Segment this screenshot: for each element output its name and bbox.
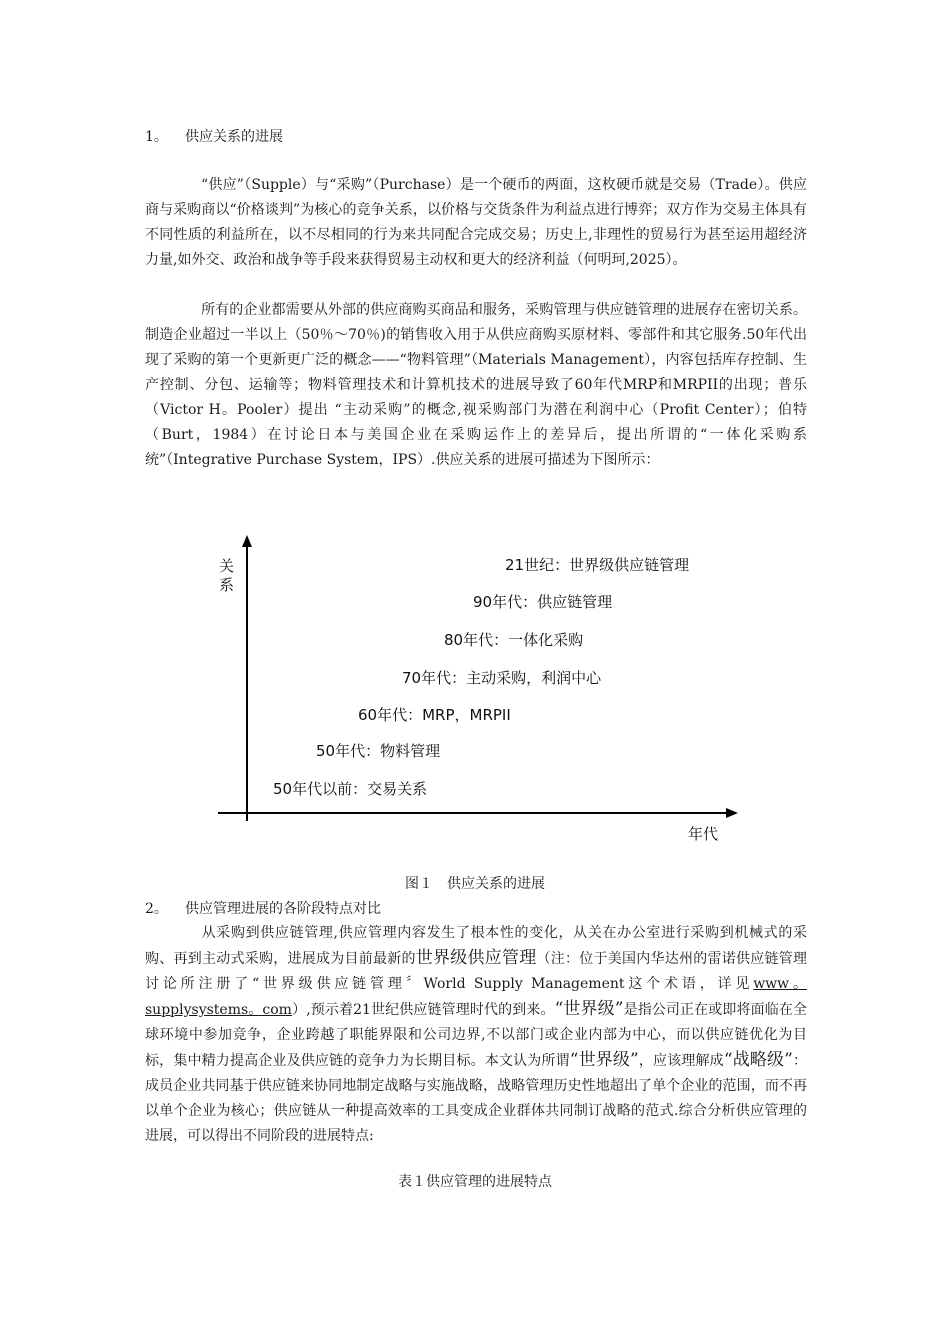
y-axis-label-char-1: 关 bbox=[219, 557, 235, 575]
x-axis-label: 年代 bbox=[688, 825, 719, 843]
paragraph-2-text: 所有的企业都需要从外部的供应商购买商品和服务，采购管理与供应链管理的进展存在密切关系。制造企业超过一半以上（50％～70％)的销售收入用于从供应商购买原材料、零部件和其它服务.50年代出现了采购的第一个更新更广泛的概念——“物料管理”（Materials Management），内容包括库存控制、生产控制、分包、运输等；物料管理技术和计算机技术的进展导致了60年代MRP和MRPII的出现；普乐（Victor H。Pooler）提出 “主动采购”的概念,视采购部门为潜在利润中心（Profit Center）；伯特（Burt，1984）在讨论日本与美国企业在采购运作上的差异后，提出所谓的“一体化采购系统”（Integrative Purchase System，IPS）.供应关系的进展可描述为下图所示： bbox=[145, 302, 807, 468]
paragraph-3 bbox=[145, 921, 807, 1149]
section-1-number: 1。 bbox=[145, 129, 168, 145]
paragraph-3-emphasis-2: “世界级” bbox=[554, 999, 624, 1019]
stage-label-50s: 50年代：物料管理 bbox=[316, 742, 441, 760]
paragraph-3-text-2: （注：位于美国内华达州的雷诺供应链管理讨论所注册了“世界级供应链管理〞World Supply Management这个术语，详见 bbox=[145, 951, 807, 992]
stage-label-70s: 70年代：主动采购，利润中心 bbox=[402, 669, 602, 687]
paragraph-3-text-6: ：成员企业共同基于供应链来协同地制定战略与实施战略，战略管理历史性地超出了单个企业的范围，而不再以单个企业为核心；供应链从一种提高效率的工具变成企业群体共同制订战略的范式.综合分析供应管理的进展，可以得出不同阶段的进展特点: bbox=[145, 1053, 808, 1144]
figure-1-chart bbox=[185, 521, 770, 851]
paragraph-1-text: “供应”（Supple）与“采购”（Purchase）是一个硬币的两面，这枚硬币就是交易（Trade）。供应商与采购商以“价格谈判”为核心的竞争关系，以价格与交货条件为利益点进行博弈；双方作为交易主体具有不同性质的利益所在，以不尽相同的行为来共同配合完成交易；历史上,非理性的贸易行为甚至运用超经济力量,如外交、政治和战争等手段来获得贸易主动权和更大的经济利益（何明珂,2025）。 bbox=[145, 177, 807, 268]
y-axis-arrow bbox=[242, 535, 252, 547]
paragraph-1 bbox=[145, 173, 807, 273]
section-1-heading bbox=[145, 127, 283, 147]
paragraph-3-emphasis-3: “世界级” bbox=[569, 1050, 639, 1070]
supplysystems-link[interactable]: www。supplysystems。com bbox=[145, 976, 807, 1018]
section-1-title: 供应关系的进展 bbox=[185, 129, 283, 145]
section-2-title: 供应管理进展的各阶段特点对比 bbox=[185, 901, 381, 917]
paragraph-3-text-3: ）,预示着21世纪供应链管理时代的到来。 bbox=[291, 1002, 555, 1018]
paragraph-3-text-4: 是指公司正在或即将面临在全球环境中参加竞争，企业跨越了职能界限和公司边界,不以部门或企业内部为中心，而以供应链优化为目标，集中精力提高企业及供应链的竞争力为长期目标。本文认为所谓 bbox=[145, 1002, 807, 1069]
x-axis-arrow bbox=[726, 808, 738, 818]
section-2-number: 2。 bbox=[145, 901, 168, 917]
y-axis-label-char-2: 系 bbox=[219, 576, 235, 594]
paragraph-3-emphasis-4: “战略级” bbox=[723, 1050, 793, 1070]
y-axis-label bbox=[219, 557, 234, 595]
stage-label-60s: 60年代：MRP，MRPII bbox=[358, 706, 511, 724]
paragraph-3-text-1: 从采购到供应链管理,供应管理内容发生了根本性的变化，从关在办公室进行采购到机械式的采购、再到主动式采购，进展成为目前最新的 bbox=[145, 925, 807, 967]
paragraph-2 bbox=[145, 298, 807, 473]
section-2-heading bbox=[145, 899, 381, 919]
stage-label-21st-century: 21世纪：世界级供应链管理 bbox=[505, 556, 690, 574]
stage-label-pre-50s: 50年代以前：交易关系 bbox=[273, 780, 428, 798]
paragraph-3-emphasis-1: 世界级供应管理 bbox=[415, 948, 537, 968]
table-1-caption: 表１供应管理的进展特点 bbox=[398, 1174, 552, 1190]
figure-1-caption: 图１ 供应关系的进展 bbox=[405, 876, 545, 892]
stage-label-80s: 80年代：一体化采购 bbox=[444, 631, 584, 649]
paragraph-3-text-5: ，应该理解成 bbox=[638, 1053, 724, 1069]
stage-label-90s: 90年代：供应链管理 bbox=[473, 593, 613, 611]
